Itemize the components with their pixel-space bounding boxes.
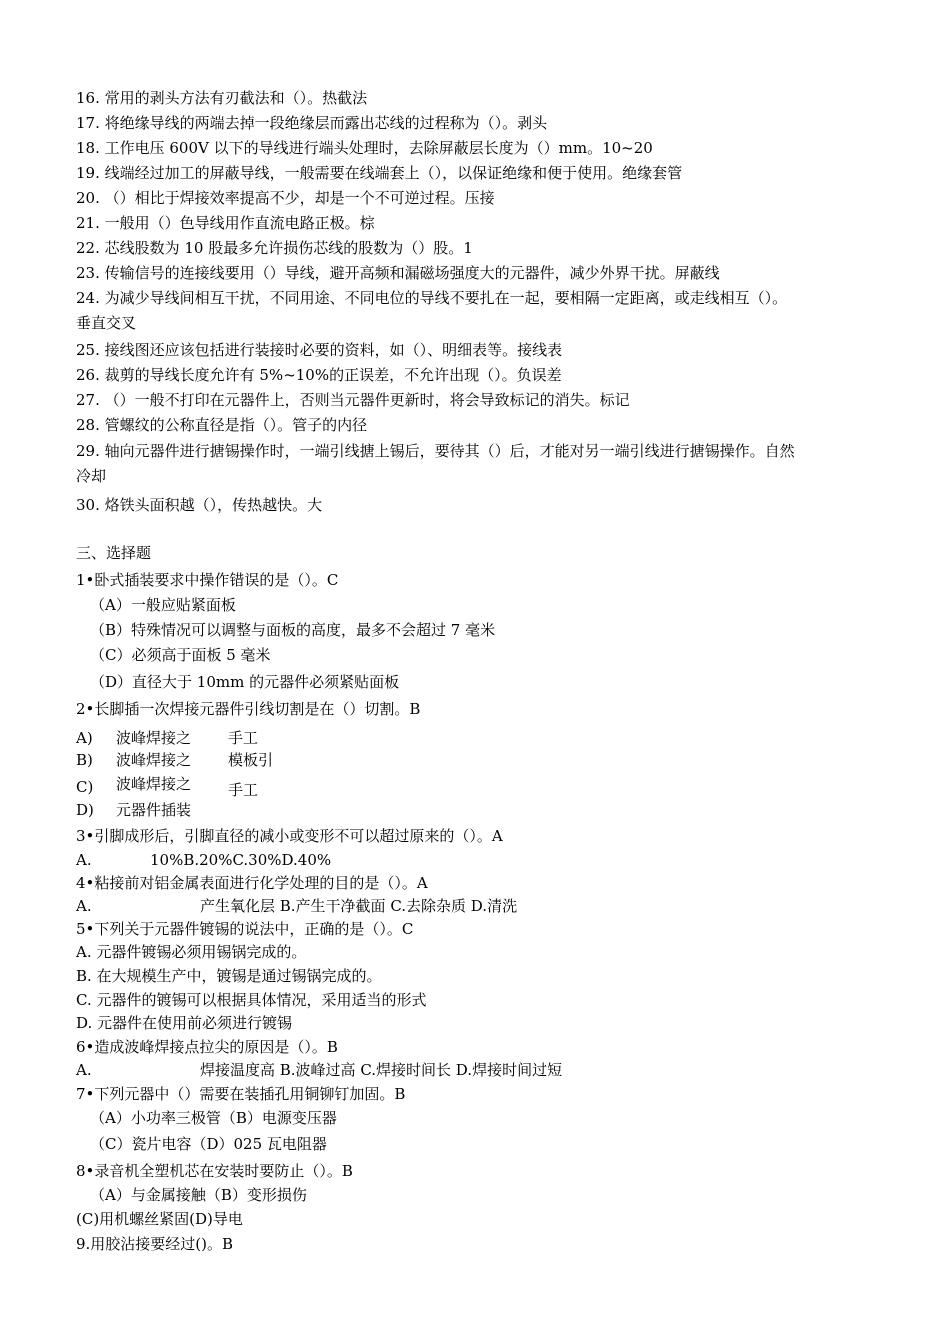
q3-options: 10%B.20%C.30%D.40% [150,851,332,869]
fill-item-24: 24. 为减少导线间相互干扰，不同用途、不同电位的导线不要扎在一起，要相隔一定距离，或走线相互（）。 [76,289,788,307]
q6-label: A. [76,1061,92,1079]
q7-options-ab: （A）小功率三极管（B）电源变压器 [90,1109,337,1127]
q6-stem: 6•造成波峰焊接点拉尖的原因是（）。B [76,1038,338,1056]
fill-item-20: 20. （）相比于焊接效率提高不少，却是一个不可逆过程。压接 [76,189,495,207]
q4-options: 产生氧化层 B.产生干净截面 C.去除杂质 D.清洗 [200,897,518,915]
q2-stem: 2•长脚插一次焊接元器件引线切割是在（）切割。B [76,700,421,718]
q8-options-cd: (C)用机螺丝紧固(D)导电 [76,1210,243,1228]
q5-option-d: D. 元器件在使用前必须进行镀锡 [76,1014,293,1032]
q5-option-a: A. 元器件镀锡必须用锡锅完成的。 [76,943,307,961]
q2-label-a: A) [76,729,93,747]
q3-label: A. [76,851,92,869]
q2-label-c: C) [76,778,94,796]
q5-option-c: C. 元器件的镀锡可以根据具体情况，采用适当的形式 [76,991,427,1009]
q1-stem: 1•卧式插装要求中操作错误的是（）。C [76,571,339,589]
fill-item-17: 17. 将绝缘导线的两端去掉一段绝缘层而露出芯线的过程称为（）。剥头 [76,114,548,132]
fill-item-29-answer: 冷却 [76,467,107,485]
q2-option-c-text: 波峰焊接之 [116,775,192,793]
q2-label-b: B) [76,751,93,769]
fill-item-18: 18. 工作电压 600V 以下的导线进行端头处理时，去除屏蔽层长度为（）mm。10~20 [76,139,653,157]
fill-item-16: 16. 常用的剥头方法有刃截法和（）。热截法 [76,89,368,107]
fill-item-21: 21. 一般用（）色导线用作直流电路正极。棕 [76,214,375,232]
fill-item-29: 29. 轴向元器件进行搪锡操作时，一端引线搪上锡后，要待其（）后，才能对另一端引线进行搪锡操作。自然 [76,442,795,460]
q9-stem: 9.用胶沾接要经过()。B [76,1235,234,1253]
q5-option-b: B. 在大规模生产中，镀锡是通过锡锅完成的。 [76,967,382,985]
q4-label: A. [76,897,92,915]
q8-stem: 8•录音机全塑机芯在安装时要防止（）。B [76,1162,353,1180]
fill-item-23: 23. 传输信号的连接线要用（）导线，避开高频和漏磁场强度大的元器件，减少外界干扰。屏蔽线 [76,264,720,282]
q2-option-a-text: 波峰焊接之 [116,729,192,747]
fill-item-22: 22. 芯线股数为 10 股最多允许损伤芯线的股数为（）股。1 [76,239,473,257]
fill-item-26: 26. 裁剪的导线长度允许有 5%~10%的正误差，不允许出现（）。负误差 [76,366,562,384]
section-title: 三、选择题 [76,544,152,562]
q7-options-cd: （C）瓷片电容（D）025 瓦电阻器 [90,1135,327,1153]
q1-option-a: （A）一般应贴紧面板 [90,596,236,614]
q4-stem: 4•粘接前对铝金属表面进行化学处理的目的是（）。A [76,874,428,892]
q1-option-d: （D）直径大于 10mm 的元器件必须紧贴面板 [90,673,400,691]
q1-option-c: （C）必须高于面板 5 毫米 [90,646,271,664]
fill-item-25: 25. 接线图还应该包括进行装接时必要的资料，如（）、明细表等。接线表 [76,341,563,359]
q2-option-a-extra: 手工 [228,729,259,747]
fill-item-19: 19. 线端经过加工的屏蔽导线，一般需要在线端套上（），以保证绝缘和便于使用。绝缘套管 [76,164,683,182]
q5-stem: 5•下列关于元器件镀锡的说法中，正确的是（）。C [76,920,414,938]
fill-item-27: 27. （）一般不打印在元器件上，否则当元器件更新时，将会导致标记的消失。标记 [76,391,630,409]
q2-label-d: D) [76,801,94,819]
q2-option-b-text: 波峰焊接之 [116,751,192,769]
q8-options-ab: （A）与金属接触（B）变形损伤 [90,1186,307,1204]
q7-stem: 7•下列元器中（）需要在装插孔用铜铆钉加固。B [76,1085,406,1103]
q6-options: 焊接温度高 B.波峰过高 C.焊接时间长 D.焊接时间过短 [200,1061,563,1079]
q1-option-b: （B）特殊情况可以调整与面板的高度，最多不会超过 7 毫米 [90,621,496,639]
fill-item-28: 28. 管螺纹的公称直径是指（）。管子的内径 [76,416,368,434]
fill-item-24-answer: 垂直交叉 [76,314,137,332]
q2-option-b-extra: 模板引 [228,751,274,769]
q2-option-c-extra: 手工 [228,781,259,799]
q2-option-d-text: 元器件插装 [116,801,192,819]
q3-stem: 3•引脚成形后，引脚直径的减小或变形不可以超过原来的（）。A [76,827,503,845]
fill-item-30: 30. 烙铁头面积越（），传热越快。大 [76,496,323,514]
